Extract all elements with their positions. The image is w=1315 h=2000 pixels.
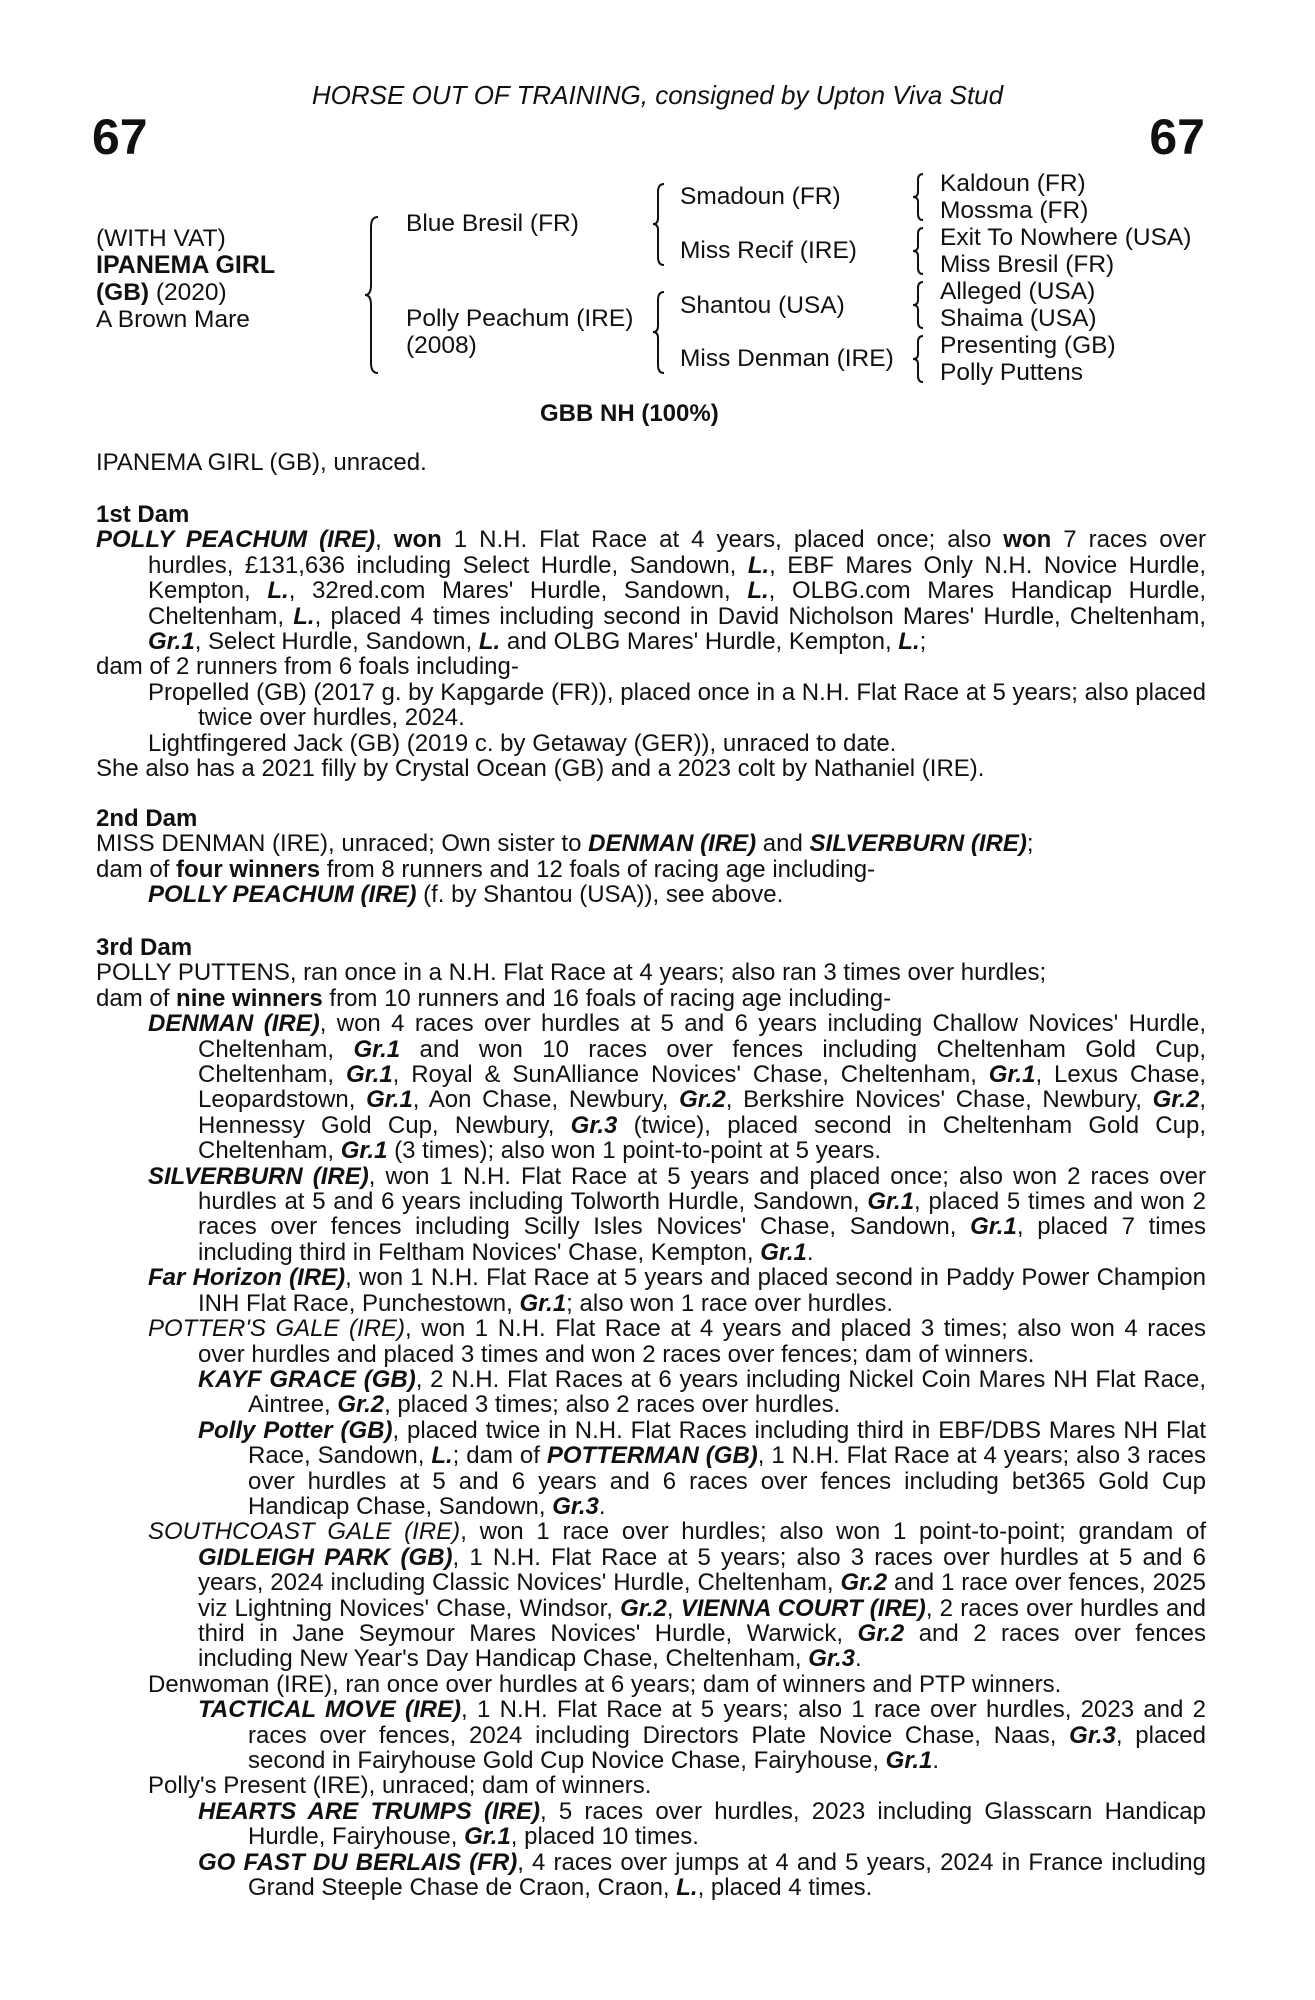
consignment-header: HORSE OUT OF TRAINING, consigned by Upton Viva Stud [311,80,1004,110]
produce-go-fast-du-berlais: GO FAST DU BERLAIS (FR), 4 races over jumps at 4 and 5 years, 2024 in France including Grand Steeple Chase de Craon, Craon, L., placed 4 times. [198,1848,1206,1902]
pedigree-sire: Blue Bresil (FR) [406,210,579,237]
pedigree-gen4-3: Exit To Nowhere (USA) [940,224,1192,251]
produce-polly-potter: Polly Potter (GB), placed twice in N.H. Flat Races including third in EBF/DBS Mares NH Flat Race, Sandown, L.; dam of POTTERMAN (GB), 1 N.H. Flat Race at 4 years; also 3 races over hurdles at 5 and 6 years and 6 races over fences including bet365 Gold Cup Handicap Chase, Sandown, Gr.3. [198,1416,1207,1520]
pedigree-gen4-4: Miss Bresil (FR) [940,251,1115,278]
pedigree-brace-dam [652,290,672,375]
first-dam-title: 1st Dam [96,501,190,528]
produce-denman: DENMAN (IRE), won 4 races over hurdles at 5 and 6 years including Challow Novices' Hurdle, Cheltenham, Gr.1 and won 10 races over fences including Cheltenham Gold Cup, Cheltenham, Gr.1, Royal & SunAlliance Novices' Chase, Cheltenham, Gr.1, Lexus Chase, Leopardstown, Gr.1, Aon Chase, Newbury, Gr.2, Berkshire Novices' Chase, Newbury, Gr.2, Hennessy Gold Cup, Newbury, Gr.3 (twice), placed second in Cheltenham Gold Cup, Cheltenham, Gr.1 (3 times); also won 1 point-to-point at 5 years. [148,1010,1207,1165]
produce-potters-gale: POTTER'S GALE (IRE), won 1 N.H. Flat Race at 4 years and placed 3 times; also won 4 races over hurdles and placed 3 times and won 2 races over fences; dam of winners. [148,1315,1206,1368]
horse-name: IPANEMA GIRL [96,251,276,279]
pedigree-gen4-6: Shaima (USA) [940,305,1097,332]
first-dam-section [96,502,1206,781]
pedigree-dam: Polly Peachum (IRE) [406,305,634,332]
lot-number-left: 67 [92,109,148,165]
first-dam-produce-2: Lightfingered Jack (GB) (2019 c. by Getaway (GER)), unraced to date. [148,729,897,757]
produce-pollys-present: Polly's Present (IRE), unraced; dam of winners. [148,1772,652,1800]
pedigree-rating: GBB NH (100%) [540,400,719,427]
first-dam-produce-1: Propelled (GB) (2017 g. by Kapgarde (FR)), placed once in a N.H. Flat Race at 5 years; also placed twice over hurdles, 2024. [148,678,1206,732]
horse-description: A Brown Mare [96,306,250,333]
pedigree-brace-g4-4 [912,334,928,384]
first-dam-record: POLLY PEACHUM (IRE), won 1 N.H. Flat Race at 4 years, placed once; also won 7 races over hurdles, £131,636 including Select Hurdle, Sandown, L., EBF Mares Only N.H. Novice Hurdle, Kempton, L., 32red.com Mares' Hurdle, Sandown, L., OLBG.com Mares Handicap Hurdle, Cheltenham, L., placed 4 times including second in David Nicholson Mares' Hurdle, Cheltenham, Gr.1, Select Hurdle, Sandown, L. and OLBG Mares' Hurdle, Kempton, L.; [96,526,1207,656]
pedigree-brace-sire [652,182,672,267]
pedigree-brace-g4-2 [912,226,928,276]
horse-year: (2020) [149,279,227,306]
pedigree-gen3-4: Miss Denman (IRE) [680,345,894,372]
pedigree-dam-year: (2008) [406,332,477,359]
pedigree-brace-g4-3 [912,280,928,330]
produce-southcoast-gale: SOUTHCOAST GALE (IRE), won 1 race over hurdles; also won 1 point-to-point; grandam of GIDLEIGH PARK (GB), 1 N.H. Flat Race at 5 years; also 3 races over hurdles at 5 and 6 years, 2024 including Classic Novices' Hurdle, Cheltenham, Gr.2 and 1 race over fences, 2025 viz Lightning Novices' Chase, Windsor, Gr.2, VIENNA COURT (IRE), 2 races over hurdles and third in Jane Seymour Mares Novices' Hurdle, Warwick, Gr.2 and 2 races over fences including New Year's Day Handicap Chase, Cheltenham, Gr.3. [148,1518,1207,1673]
pedigree-gen4-1: Kaldoun (FR) [940,170,1086,197]
pedigree-gen4-2: Mossma (FR) [940,197,1089,224]
dam-name-polly-peachum: POLLY PEACHUM (IRE) [96,526,376,554]
second-dam-produce-summary: dam of four winners from 8 runners and 12 foals of racing age including- [96,855,876,883]
intro-section [96,450,1206,475]
third-dam-produce-summary: dam of nine winners from 10 runners and 16 foals of racing age including- [96,984,892,1012]
pedigree-gen4-8: Polly Puttens [940,359,1083,386]
vat-label: (WITH VAT) [96,225,226,252]
horse-identity [96,225,275,333]
pedigree-gen4-5: Alleged (USA) [940,278,1096,305]
pedigree-brace-main [364,215,388,375]
pedigree-gen3-3: Shantou (USA) [680,292,845,319]
produce-far-horizon: Far Horizon (IRE), won 1 N.H. Flat Race at 5 years and placed second in Paddy Power Champion INH Flat Race, Punchestown, Gr.1; also won 1 race over hurdles. [148,1264,1206,1317]
second-dam-title: 2nd Dam [96,805,198,832]
third-dam-section [96,935,1206,1900]
pedigree-gen3-1: Smadoun (FR) [680,183,841,210]
horse-country: (GB) [96,279,150,306]
produce-denwoman: Denwoman (IRE), ran once over hurdles at 6 years; dam of winners and PTP winners. [148,1670,1062,1698]
second-dam-section [96,806,1206,908]
intro-text: IPANEMA GIRL (GB), unraced. [96,449,427,476]
produce-hearts-are-trumps: HEARTS ARE TRUMPS (IRE), 5 races over hurdles, 2023 including Glasscarn Handicap Hurdle, Fairyhouse, Gr.1, placed 10 times. [198,1797,1206,1851]
lot-number-right: 67 [1149,109,1205,165]
pedigree-brace-g4-1 [912,172,928,222]
third-dam-record: POLLY PUTTENS, ran once in a N.H. Flat Race at 4 years; also ran 3 times over hurdles; [96,959,1047,987]
produce-silverburn: SILVERBURN (IRE), won 1 N.H. Flat Race at 5 years and placed once; also won 2 races over hurdles at 5 and 6 years including Tolworth Hurdle, Sandown, Gr.1, placed 5 times and won 2 races over fences including Scilly Isles Novices' Chase, Sandown, Gr.1, placed 7 times including third in Feltham Novices' Chase, Kempton, Gr.1. [148,1162,1206,1266]
first-dam-produce-summary: dam of 2 runners from 6 foals including- [96,653,519,681]
pedigree-gen3-2: Miss Recif (IRE) [680,237,857,264]
second-dam-produce-1: POLLY PEACHUM (IRE) (f. by Shantou (USA)), see above. [148,881,784,909]
pedigree-gen4-7: Presenting (GB) [940,332,1116,359]
third-dam-title: 3rd Dam [96,934,193,961]
second-dam-record: MISS DENMAN (IRE), unraced; Own sister to DENMAN (IRE) and SILVERBURN (IRE); [96,830,1034,858]
first-dam-also-has: She also has a 2021 filly by Crystal Ocean (GB) and a 2023 colt by Nathaniel (IRE). [96,755,985,783]
produce-kayf-grace: KAYF GRACE (GB), 2 N.H. Flat Races at 6 years including Nickel Coin Mares NH Flat Race, Aintree, Gr.2, placed 3 times; also 2 races over hurdles. [198,1365,1206,1419]
produce-tactical-move: TACTICAL MOVE (IRE), 1 N.H. Flat Race at 5 years; also 1 race over hurdles, 2023 and 2 races over fences, 2024 including Directors Plate Novice Chase, Naas, Gr.3, placed second in Fairyhouse Gold Cup Novice Chase, Fairyhouse, Gr.1. [198,1696,1207,1774]
